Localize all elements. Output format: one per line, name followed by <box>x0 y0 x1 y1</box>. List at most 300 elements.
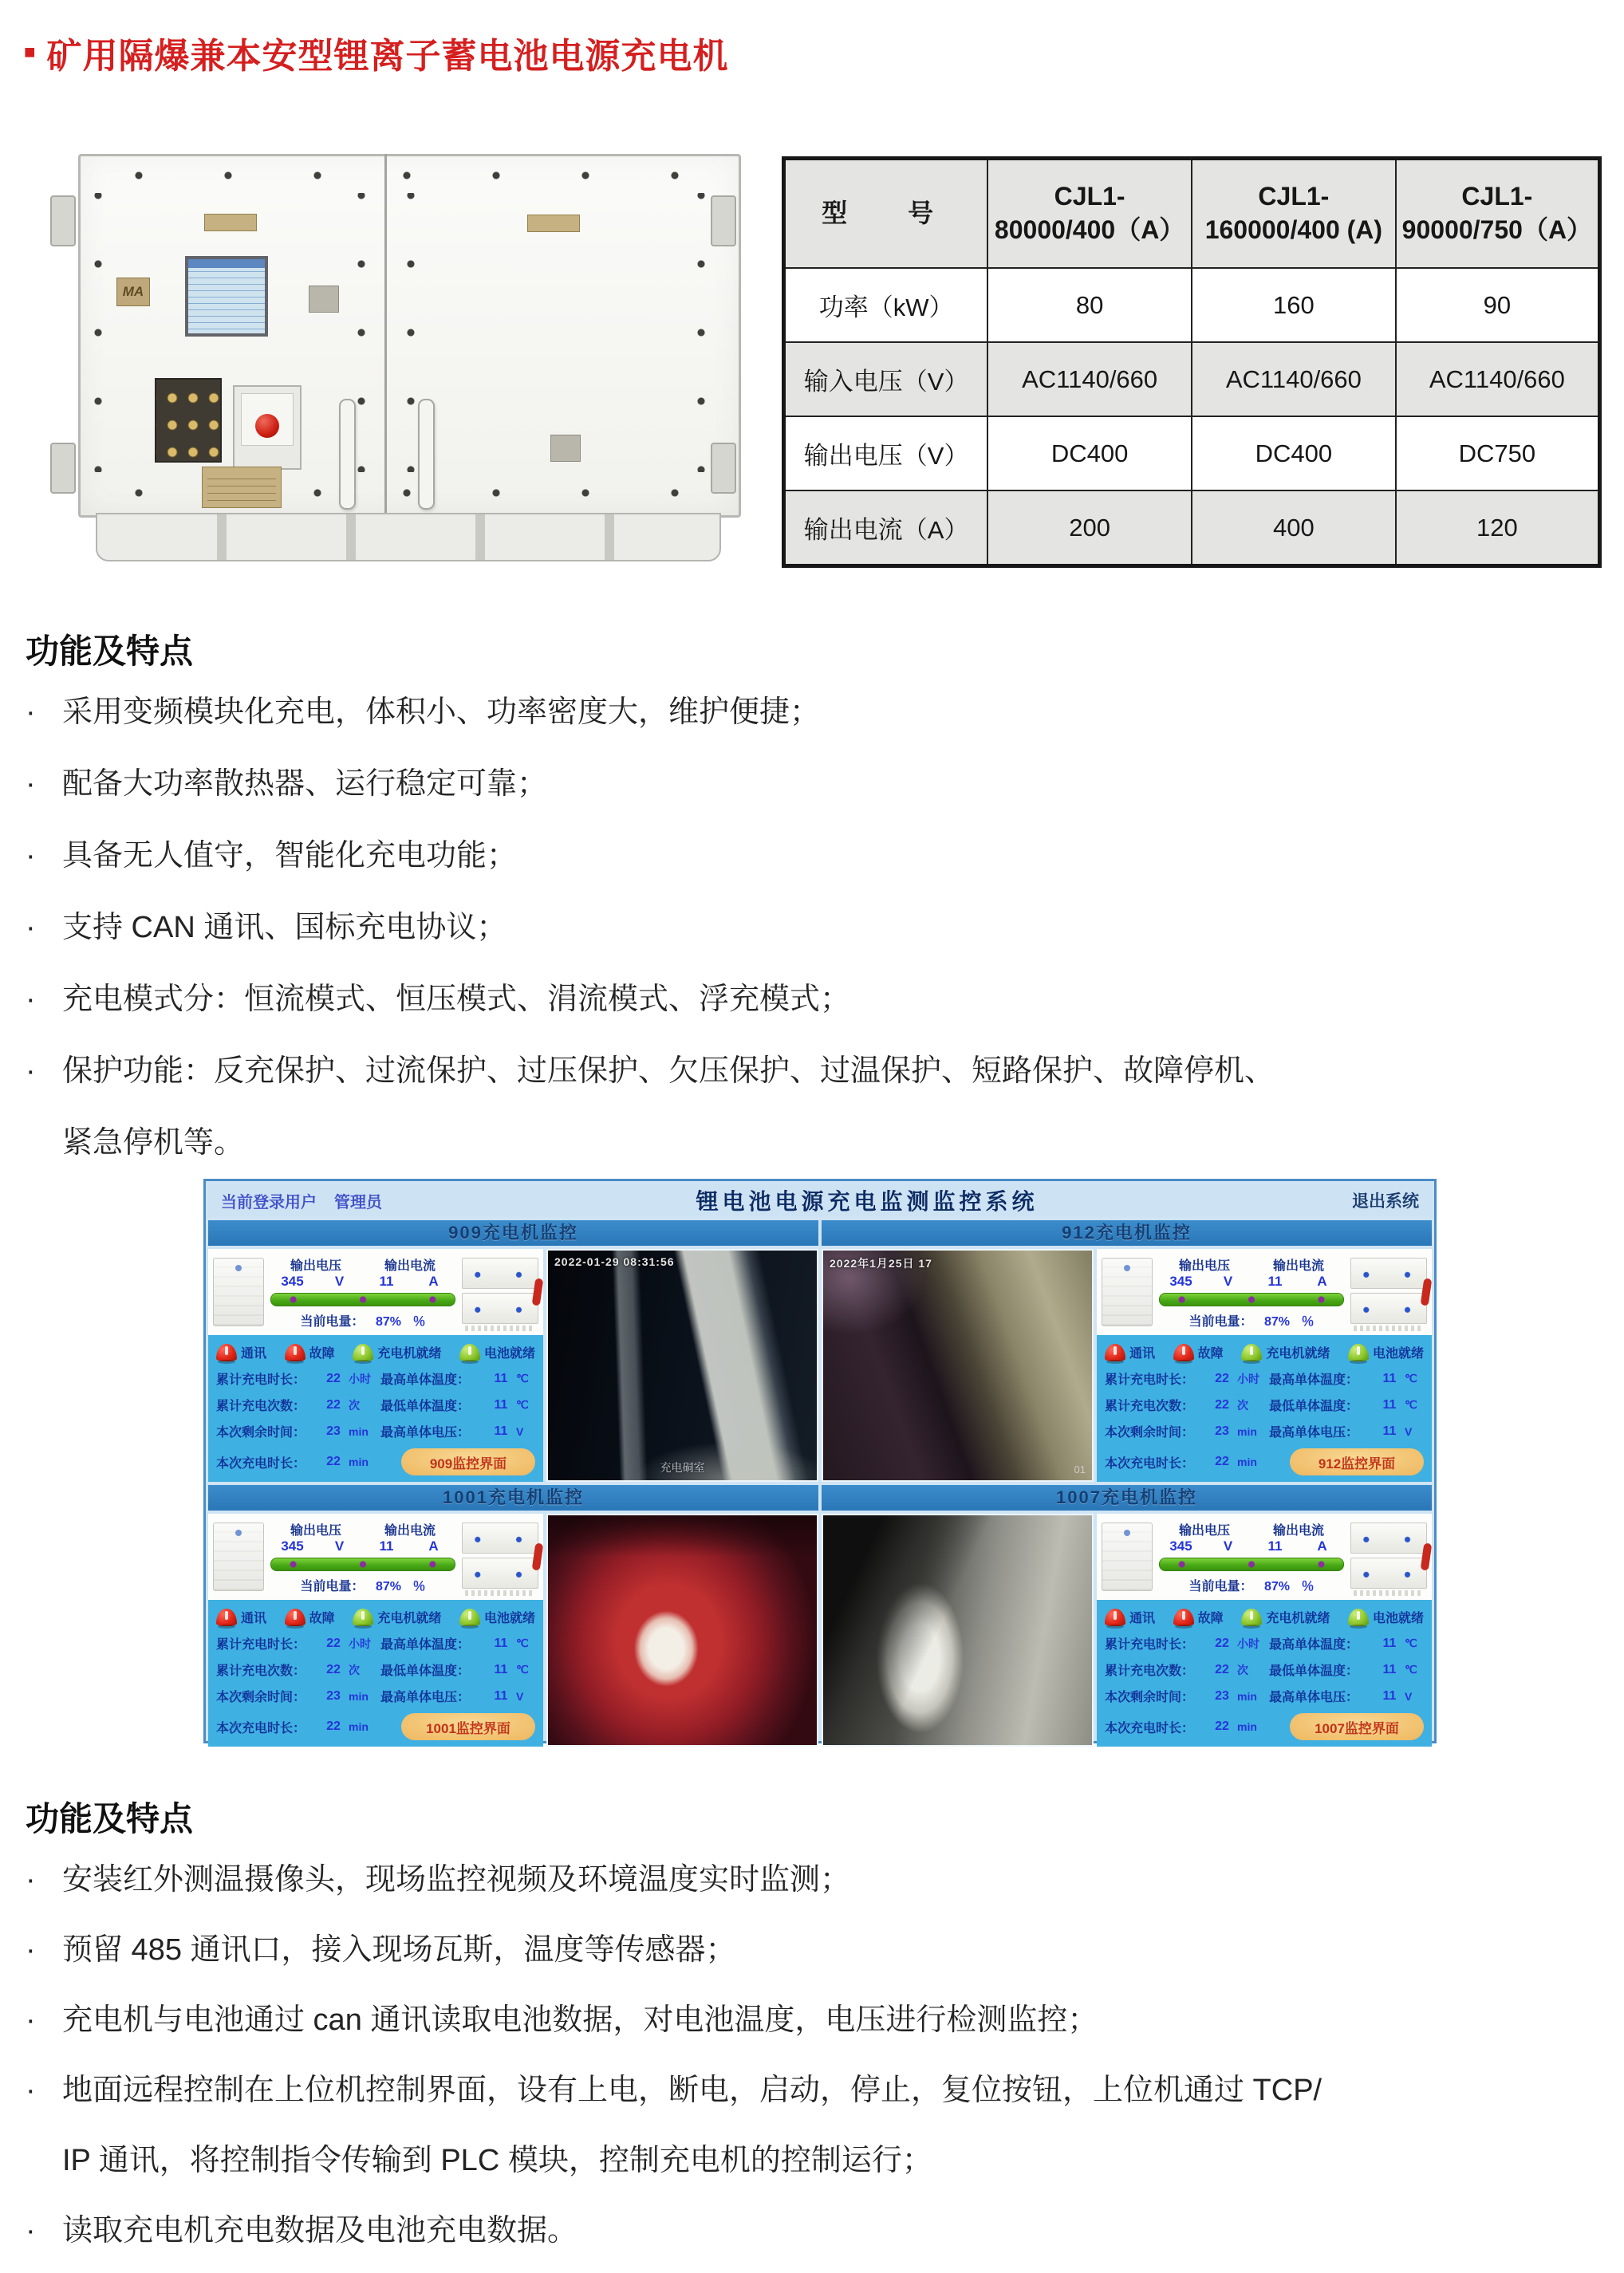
feature-text: 支持 CAN 通讯、国标充电协议； <box>62 911 507 944</box>
charge-flow-pipe <box>270 1558 455 1571</box>
metric-value: 11 <box>494 1424 508 1438</box>
charge-flow-summary <box>208 1249 543 1335</box>
data-row <box>1105 1634 1424 1653</box>
output-voltage-value: 345 <box>281 1273 304 1289</box>
metric-unit: 次 <box>1237 1398 1248 1412</box>
metric-unit: min <box>1237 1689 1257 1703</box>
output-current-label: 输出电流 <box>1272 1259 1324 1273</box>
metric-label: 累计充电次数： <box>216 1664 306 1678</box>
hinge <box>50 443 76 494</box>
output-current-value: 11 <box>379 1538 394 1554</box>
metric-label: 最高单体电压： <box>380 1691 471 1704</box>
metric-label: 本次充电时长： <box>216 1456 306 1471</box>
metric-unit: V <box>516 1689 524 1703</box>
metric-value: 23 <box>326 1424 341 1438</box>
metric-label: 本次剩余时间： <box>1105 1426 1195 1440</box>
feature-item <box>26 1999 1605 2042</box>
metric-value: 11 <box>494 1688 508 1703</box>
spec-table-row <box>784 268 1600 342</box>
metric-label: 最低单体温度： <box>1269 1664 1359 1678</box>
charge-flow-pipe <box>1159 1558 1344 1571</box>
cabinet-door-split <box>384 154 387 513</box>
status-comm <box>1105 1343 1155 1361</box>
status-label: 电池就绪 <box>483 1612 535 1625</box>
metric-unit: ℃ <box>1405 1398 1417 1411</box>
metric-label: 本次充电时长： <box>1105 1721 1195 1735</box>
data-row <box>1105 1713 1424 1740</box>
metric-unit: ℃ <box>516 1637 529 1649</box>
metric-label: 最低单体温度： <box>1269 1400 1359 1413</box>
camera-timestamp: 2022年1月25日 17 <box>830 1257 932 1270</box>
bullet-dot: · <box>26 1054 36 1088</box>
feature-text: 采用变频模块化充电，体积小、功率密度大，维护便捷； <box>62 695 821 729</box>
status-indicator-row <box>216 1608 535 1626</box>
page-title: 矿用隔爆兼本安型锂离子蓄电池电源充电机 <box>46 37 729 76</box>
soc-unit: ％ <box>412 1314 426 1329</box>
soc-value: 87% <box>375 1314 402 1329</box>
quadrant-headers <box>208 1485 1432 1511</box>
camera-feed[interactable] <box>822 1249 1094 1482</box>
status-label: 故障 <box>309 1612 335 1625</box>
status-lamp-icon <box>353 1344 373 1361</box>
hinge <box>711 443 736 494</box>
output-voltage-unit: V <box>1223 1273 1233 1289</box>
output-current-value: 11 <box>1267 1538 1283 1554</box>
door-handle <box>418 399 435 510</box>
open-monitor-view-button[interactable]: 1007监控界面 <box>1290 1713 1424 1740</box>
panel-header-1007: 1007充电机监控 <box>822 1485 1432 1511</box>
camera-feed[interactable] <box>546 1514 818 1747</box>
metric-unit: ℃ <box>516 1372 529 1385</box>
charger-status-panel <box>1097 1514 1432 1747</box>
status-label: 电池就绪 <box>1372 1612 1424 1625</box>
quadrant-912 <box>822 1249 1432 1482</box>
login-user-label: 当前登录用户 <box>221 1193 317 1211</box>
metric-unit: 小时 <box>349 1372 371 1385</box>
bullet-dot: · <box>26 767 36 801</box>
open-monitor-view-button[interactable]: 912监控界面 <box>1290 1448 1424 1475</box>
metric-value: 22 <box>326 1720 341 1733</box>
camera-feed[interactable] <box>822 1514 1094 1747</box>
feature-item <box>26 906 1605 949</box>
charger-data-area <box>208 1600 543 1747</box>
metric-unit: ℃ <box>1405 1663 1417 1676</box>
status-indicator-row <box>216 1343 535 1361</box>
metric-label: 本次剩余时间： <box>1105 1691 1195 1704</box>
status-label: 故障 <box>1197 1612 1224 1625</box>
bullet-dot: · <box>26 695 36 729</box>
metric-value: 11 <box>494 1662 508 1676</box>
charger-cabinet-icon <box>1102 1258 1153 1326</box>
soc-unit: ％ <box>1301 1579 1315 1593</box>
metric-unit: min <box>1237 1720 1257 1733</box>
status-label: 故障 <box>1197 1347 1224 1361</box>
soc-unit: ％ <box>1301 1314 1315 1329</box>
bullet-dot: · <box>26 1863 36 1897</box>
charge-flow-pipe <box>270 1293 455 1306</box>
status-lamp-icon <box>285 1609 305 1626</box>
battery-pack-icon <box>462 1523 538 1591</box>
spec-cell: AC1140/660 <box>987 342 1192 416</box>
metric-value: 23 <box>326 1688 341 1703</box>
data-row <box>216 1422 535 1440</box>
soc-label: 当前电量： <box>300 1314 365 1329</box>
metric-unit: min <box>349 1689 369 1703</box>
data-row <box>1105 1396 1424 1414</box>
metric-label: 最高单体温度： <box>1269 1638 1359 1652</box>
feature-text: 安装红外测温摄像头，现场监控视频及环境温度实时监测； <box>62 1863 851 1897</box>
bolt-row <box>104 487 710 499</box>
metric-value: 11 <box>494 1371 508 1385</box>
label-plate <box>527 215 580 232</box>
output-current-label: 输出电流 <box>1272 1523 1324 1538</box>
status-battery-ready <box>1348 1608 1424 1626</box>
data-row <box>1105 1422 1424 1440</box>
metric-unit: 小时 <box>1237 1372 1259 1385</box>
system-title: 锂电池电源充电监测监控系统 <box>696 1189 1039 1214</box>
status-lamp-icon <box>1241 1344 1262 1361</box>
status-lamp-icon <box>1105 1344 1125 1361</box>
metric-value: 11 <box>1382 1397 1397 1412</box>
status-lamp-icon <box>285 1344 305 1361</box>
output-readings <box>269 1520 457 1594</box>
battery-pack-icon <box>1350 1258 1427 1326</box>
feature-item <box>26 691 1605 734</box>
spec-header-cell: CJL1- 80000/400（A） <box>987 159 1192 269</box>
status-label: 电池就绪 <box>1372 1347 1424 1361</box>
spec-cell: DC400 <box>1192 416 1396 490</box>
bullet-dot: · <box>26 2074 36 2107</box>
data-row <box>216 1634 535 1653</box>
output-current-value: 11 <box>1267 1273 1283 1289</box>
page-title-row <box>24 27 729 78</box>
charger-cabinet-icon <box>1102 1523 1153 1591</box>
exit-system-button[interactable]: 退出系统 <box>1352 1192 1419 1211</box>
metric-unit: min <box>349 1424 369 1438</box>
metric-value: 23 <box>1215 1688 1229 1703</box>
output-voltage-value: 345 <box>1169 1273 1192 1289</box>
feature-item <box>26 1928 1605 1972</box>
status-charger-ready <box>1241 1608 1330 1626</box>
status-label: 充电机就绪 <box>377 1612 442 1625</box>
spec-row-label: 输出电流（A） <box>784 490 988 566</box>
status-battery-ready <box>459 1608 535 1626</box>
metric-label: 最高单体温度： <box>380 1373 471 1387</box>
feature-item <box>26 1858 1605 1901</box>
hinge <box>711 195 736 246</box>
charge-flow-summary <box>1097 1249 1432 1335</box>
bolt-column <box>92 193 104 472</box>
bullet-dot: · <box>26 911 36 944</box>
output-current-unit: A <box>428 1538 439 1554</box>
spec-row-label: 输入电压（V） <box>784 342 988 416</box>
spec-table-row <box>784 342 1600 416</box>
hinge <box>50 195 76 246</box>
charge-flow-pipe <box>1159 1293 1344 1306</box>
spec-cell: 160 <box>1192 268 1396 342</box>
camera-timestamp: 2022-01-29 08:31:56 <box>554 1255 675 1268</box>
status-lamp-icon <box>1348 1609 1369 1626</box>
spec-header-cell: CJL1- 90000/750（A） <box>1396 159 1600 269</box>
output-voltage-label: 输出电压 <box>1178 1259 1230 1273</box>
feature-text: IP 通讯，将控制指令传输到 PLC 模块，控制充电机的控制运行； <box>62 2144 932 2177</box>
output-readings <box>269 1255 457 1330</box>
charger-cabinet-icon <box>213 1258 264 1326</box>
metric-unit: 次 <box>1237 1663 1248 1676</box>
skid-base <box>96 513 721 561</box>
battery-pack-icon <box>1350 1523 1427 1591</box>
status-fault <box>1173 1343 1224 1361</box>
metric-value: 22 <box>326 1397 341 1412</box>
metric-label: 最高单体温度： <box>1269 1373 1359 1387</box>
metric-value: 23 <box>1215 1424 1229 1438</box>
output-voltage-label: 输出电压 <box>290 1523 341 1538</box>
status-label: 通讯 <box>1129 1612 1156 1625</box>
soc-value: 87% <box>1263 1579 1291 1593</box>
quadrant-909 <box>208 1249 818 1482</box>
output-voltage-value: 345 <box>1169 1538 1192 1554</box>
status-lamp-icon <box>216 1344 237 1361</box>
status-lamp-icon <box>459 1344 480 1361</box>
metric-label: 累计充电时长： <box>1105 1373 1195 1387</box>
charger-status-panel <box>208 1514 543 1747</box>
charger-status-panel <box>1097 1249 1432 1482</box>
metric-unit: 次 <box>349 1663 360 1676</box>
metric-value: 22 <box>1215 1662 1229 1676</box>
metric-label: 最高单体电压： <box>1269 1426 1359 1440</box>
status-indicator-row <box>1105 1608 1424 1626</box>
junction-block <box>309 286 339 313</box>
feature-item-continuation <box>26 1121 1605 1164</box>
data-row <box>1105 1660 1424 1679</box>
bolt-row <box>104 169 710 182</box>
status-label: 通讯 <box>1129 1347 1156 1361</box>
data-row <box>216 1660 535 1679</box>
feature-item <box>26 834 1605 877</box>
status-charger-ready <box>1241 1343 1330 1361</box>
metric-unit: min <box>349 1456 369 1468</box>
output-voltage-label: 输出电压 <box>290 1259 341 1273</box>
spec-table-row <box>784 416 1600 490</box>
status-label: 充电机就绪 <box>1266 1612 1330 1625</box>
status-lamp-icon <box>1173 1344 1194 1361</box>
spec-cell: AC1140/660 <box>1396 342 1600 416</box>
metric-unit: 次 <box>349 1398 360 1412</box>
output-readings <box>1157 1255 1346 1330</box>
metric-value: 11 <box>494 1397 508 1412</box>
data-row <box>216 1687 535 1705</box>
metric-value: 11 <box>494 1636 508 1650</box>
status-fault <box>1173 1608 1224 1626</box>
metric-value: 22 <box>1215 1455 1229 1468</box>
metric-label: 累计充电次数： <box>216 1400 306 1413</box>
cable-gland-panel <box>155 378 222 463</box>
status-label: 充电机就绪 <box>377 1347 442 1361</box>
metric-value: 11 <box>1382 1371 1397 1385</box>
bolt-column <box>404 193 417 472</box>
feature-text: 充电机与电池通过 can 通讯读取电池数据，对电池温度，电压进行检测监控； <box>62 2003 1098 2037</box>
feature-item-continuation <box>26 2139 1605 2182</box>
metric-value: 22 <box>1215 1397 1229 1412</box>
spec-cell: 200 <box>987 490 1192 566</box>
status-label: 故障 <box>309 1347 335 1361</box>
features-section-1 <box>26 625 1605 1193</box>
metric-unit: ℃ <box>1405 1372 1417 1385</box>
data-row <box>1105 1687 1424 1705</box>
metric-label: 累计充电时长： <box>216 1638 306 1652</box>
metric-unit: V <box>516 1424 524 1438</box>
soc-label: 当前电量： <box>1188 1579 1253 1593</box>
bolt-column <box>695 193 708 472</box>
data-row <box>216 1396 535 1414</box>
spec-cell: AC1140/660 <box>1192 342 1396 416</box>
metric-label: 累计充电次数： <box>1105 1400 1195 1413</box>
metric-unit: 小时 <box>349 1637 371 1650</box>
feature-text: 配备大功率散热器、运行稳定可靠； <box>62 767 548 801</box>
feature-item <box>26 2069 1605 2112</box>
spec-header-cell: CJL1- 160000/400 (A) <box>1192 159 1396 269</box>
metric-value: 22 <box>326 1455 341 1468</box>
monitoring-system-screenshot <box>203 1179 1437 1743</box>
feature-item <box>26 2209 1605 2252</box>
status-comm <box>216 1608 266 1626</box>
output-current-label: 输出电流 <box>384 1259 436 1273</box>
status-label: 电池就绪 <box>483 1347 535 1361</box>
quadrant-1007 <box>822 1514 1432 1747</box>
login-user-info <box>221 1189 382 1212</box>
section-heading: 功能及特点 <box>26 632 194 670</box>
metric-unit: V <box>1405 1689 1413 1703</box>
soc-label: 当前电量： <box>300 1579 365 1593</box>
status-indicator-row <box>1105 1343 1424 1361</box>
quadrant-1001 <box>208 1514 818 1747</box>
camera-corner-label: 01 <box>1074 1463 1086 1475</box>
metric-value: 11 <box>1382 1636 1397 1650</box>
status-lamp-icon <box>1105 1609 1125 1626</box>
metric-value: 11 <box>1382 1424 1397 1438</box>
monitor-titlebar <box>208 1184 1432 1217</box>
metric-unit: min <box>1237 1456 1257 1468</box>
data-row <box>216 1448 535 1475</box>
spec-cell: DC400 <box>987 416 1192 490</box>
spec-table-row <box>784 490 1600 566</box>
data-row <box>216 1369 535 1388</box>
nameplate <box>202 467 282 508</box>
output-current-unit: A <box>1317 1538 1327 1554</box>
camera-feed[interactable] <box>546 1249 818 1482</box>
spec-cell: 90 <box>1396 268 1600 342</box>
output-voltage-value: 345 <box>281 1538 304 1554</box>
open-monitor-view-button[interactable]: 1001监控界面 <box>401 1713 535 1740</box>
metric-label: 最高单体电压： <box>1269 1691 1359 1704</box>
junction-block <box>550 435 581 462</box>
status-lamp-icon <box>459 1609 480 1626</box>
metric-value: 11 <box>1382 1662 1397 1676</box>
metric-unit: V <box>1405 1424 1413 1438</box>
panel-header-909: 909充电机监控 <box>208 1220 818 1246</box>
feature-text: 具备无人值守，智能化充电功能； <box>62 839 518 873</box>
status-lamp-icon <box>353 1609 373 1626</box>
metric-label: 最低单体温度： <box>380 1400 471 1413</box>
output-voltage-unit: V <box>334 1538 345 1554</box>
spec-cell: 400 <box>1192 490 1396 566</box>
feature-text: 预留 485 通讯口，接入现场瓦斯，温度等传感器； <box>62 1933 736 1967</box>
bolt-column <box>355 193 368 472</box>
spec-table-header-row <box>784 159 1600 269</box>
status-charger-ready <box>353 1608 441 1626</box>
soc-value: 87% <box>375 1579 402 1593</box>
charger-data-area <box>1097 1335 1432 1482</box>
status-charger-ready <box>353 1343 441 1361</box>
metric-value: 22 <box>1215 1720 1229 1733</box>
status-comm <box>1105 1608 1155 1626</box>
soc-label: 当前电量： <box>1188 1314 1253 1329</box>
metric-label: 累计充电次数： <box>1105 1664 1195 1678</box>
status-label: 通讯 <box>241 1612 267 1625</box>
spec-cell: 120 <box>1396 490 1600 566</box>
metric-label: 累计充电时长： <box>216 1373 306 1387</box>
metric-label: 本次剩余时间： <box>216 1691 306 1704</box>
spec-cell: 80 <box>987 268 1192 342</box>
charger-status-panel <box>208 1249 543 1482</box>
metric-unit: min <box>349 1720 369 1733</box>
charger-data-area <box>208 1335 543 1482</box>
data-row <box>1105 1448 1424 1475</box>
panel-header-912: 912充电机监控 <box>822 1220 1432 1246</box>
metric-unit: 小时 <box>1237 1637 1259 1650</box>
status-battery-ready <box>459 1343 535 1361</box>
metric-value: 22 <box>326 1636 341 1650</box>
soc-value: 87% <box>1263 1314 1291 1329</box>
open-monitor-view-button[interactable]: 909监控界面 <box>401 1448 535 1475</box>
charge-flow-summary <box>208 1514 543 1600</box>
status-label: 通讯 <box>241 1347 267 1361</box>
bullet-dot <box>26 2139 62 2182</box>
door-handle <box>339 399 356 510</box>
output-current-unit: A <box>428 1273 439 1289</box>
metric-label: 本次剩余时间： <box>216 1426 306 1440</box>
metric-value: 22 <box>1215 1636 1229 1650</box>
metric-unit: ℃ <box>1405 1637 1417 1649</box>
metric-label: 本次充电时长： <box>1105 1456 1195 1471</box>
output-current-unit: A <box>1317 1273 1327 1289</box>
emergency-stop-box <box>233 385 302 470</box>
quadrant-row <box>208 1514 1432 1747</box>
status-fault <box>285 1608 335 1626</box>
feature-item <box>26 978 1605 1021</box>
spec-row-label: 输出电压（V） <box>784 416 988 490</box>
status-lamp-icon <box>1173 1609 1194 1626</box>
feature-text: 紧急停机等。 <box>62 1126 245 1160</box>
feature-text: 保护功能：反充保护、过流保护、过压保护、欠压保护、过温保护、短路保护、故障停机、 <box>62 1054 1275 1088</box>
spec-row-label: 功率（kW） <box>784 268 988 342</box>
soc-unit: ％ <box>412 1579 426 1593</box>
metric-value: 22 <box>326 1371 341 1385</box>
metric-unit: ℃ <box>516 1398 529 1411</box>
metric-unit: ℃ <box>516 1663 529 1676</box>
bullet-dot: · <box>26 983 36 1016</box>
metric-value: 22 <box>1215 1371 1229 1385</box>
panel-header-1001: 1001充电机监控 <box>208 1485 818 1511</box>
data-row <box>216 1713 535 1740</box>
output-voltage-unit: V <box>1223 1538 1233 1554</box>
output-voltage-unit: V <box>334 1273 345 1289</box>
status-lamp-icon <box>1348 1344 1369 1361</box>
title-square-icon: ■ <box>24 41 36 63</box>
quadrant-headers <box>208 1220 1432 1246</box>
charger-data-area <box>1097 1600 1432 1747</box>
bullet-dot: · <box>26 1933 36 1967</box>
